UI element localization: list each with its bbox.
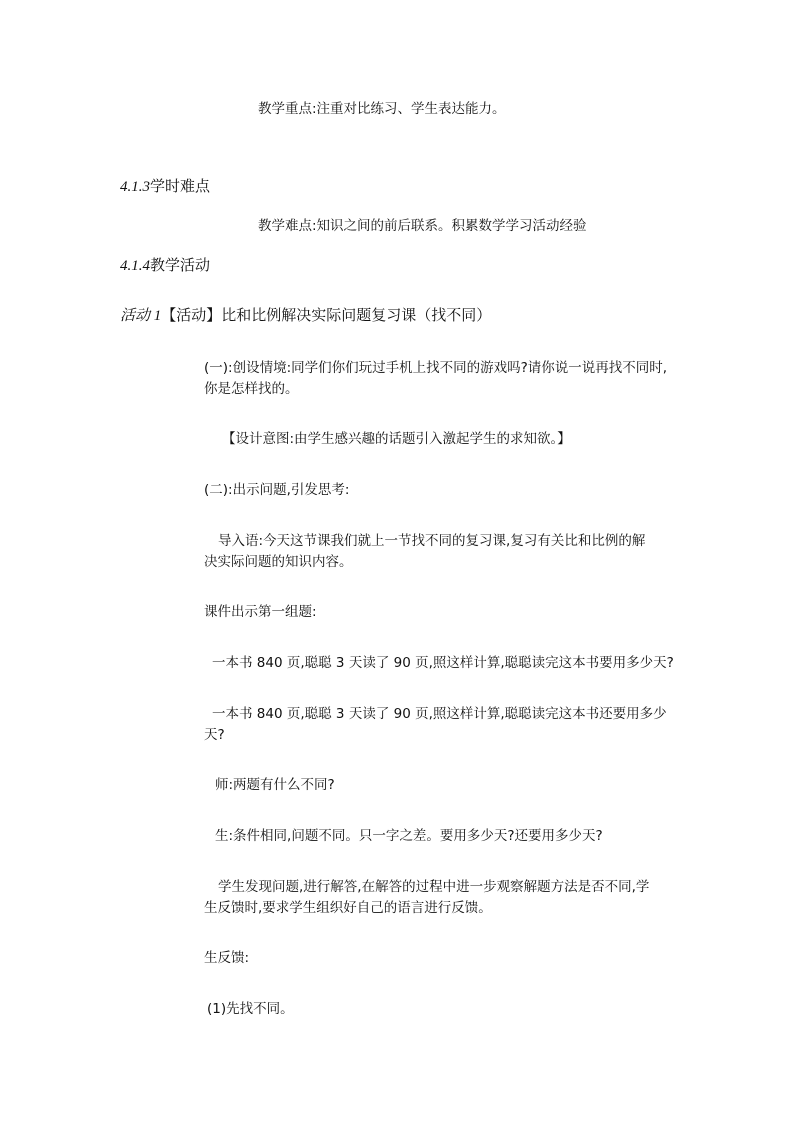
section-heading-4-1-4 [120, 254, 210, 277]
paragraph-line: 生反馈时,要求学生组织好自己的语言进行反馈。 [204, 900, 492, 916]
section-number: 4.1.3 [120, 179, 150, 195]
design-intent-text: 【设计意图:由学生感兴趣的话题引入激起学生的求知欲。】 [222, 431, 571, 447]
question-1: 一本书 840 页,聪聪 3 天读了 90 页,照这样计算,聪聪读完这本书要用多少天? [212, 655, 674, 671]
teacher-line: 师:两题有什么不同? [215, 777, 335, 793]
paragraph-line: 课件出示第一组题: [204, 604, 317, 620]
section-title: 教学活动 [150, 256, 211, 274]
activity-prefix: 活动 1 [120, 308, 162, 324]
paragraph-line: (二):出示问题,引发思考: [204, 482, 350, 498]
paragraph-line: 导入语:今天这节课我们就上一节找不同的复习课,复习有关比和比例的解 [218, 533, 646, 549]
student-line: 生:条件相同,问题不同。只一字之差。要用多少天?还要用多少天? [215, 828, 603, 844]
paragraph-line: 决实际问题的知识内容。 [204, 554, 353, 570]
section-heading-4-1-3 [120, 175, 210, 198]
key-point-text: 教学重点:注重对比练习、学生表达能力。 [258, 101, 506, 117]
paragraph-line: 你是怎样找的。 [204, 381, 299, 397]
question-2-line: 天? [204, 727, 225, 743]
activity-heading [120, 304, 491, 327]
paragraph-line: (一):创设情境:同学们你们玩过手机上找不同的游戏吗?请你说一说再找不同时, [204, 360, 668, 376]
paragraph-line: 生反馈: [204, 950, 250, 966]
paragraph-line: 学生发现问题,进行解答,在解答的过程中进一步观察解题方法是否不同,学 [218, 879, 650, 895]
question-2-line: 一本书 840 页,聪聪 3 天读了 90 页,照这样计算,聪聪读完这本书还要用多少 [212, 706, 667, 722]
activity-title: 【活动】比和比例解决实际问题复习课（找不同） [161, 306, 492, 324]
paragraph-line: (1)先找不同。 [207, 1001, 294, 1017]
difficulty-text: 教学难点:知识之间的前后联系。积累数学学习活动经验 [258, 218, 587, 234]
section-title: 学时难点 [150, 177, 211, 195]
section-number: 4.1.4 [120, 258, 150, 274]
